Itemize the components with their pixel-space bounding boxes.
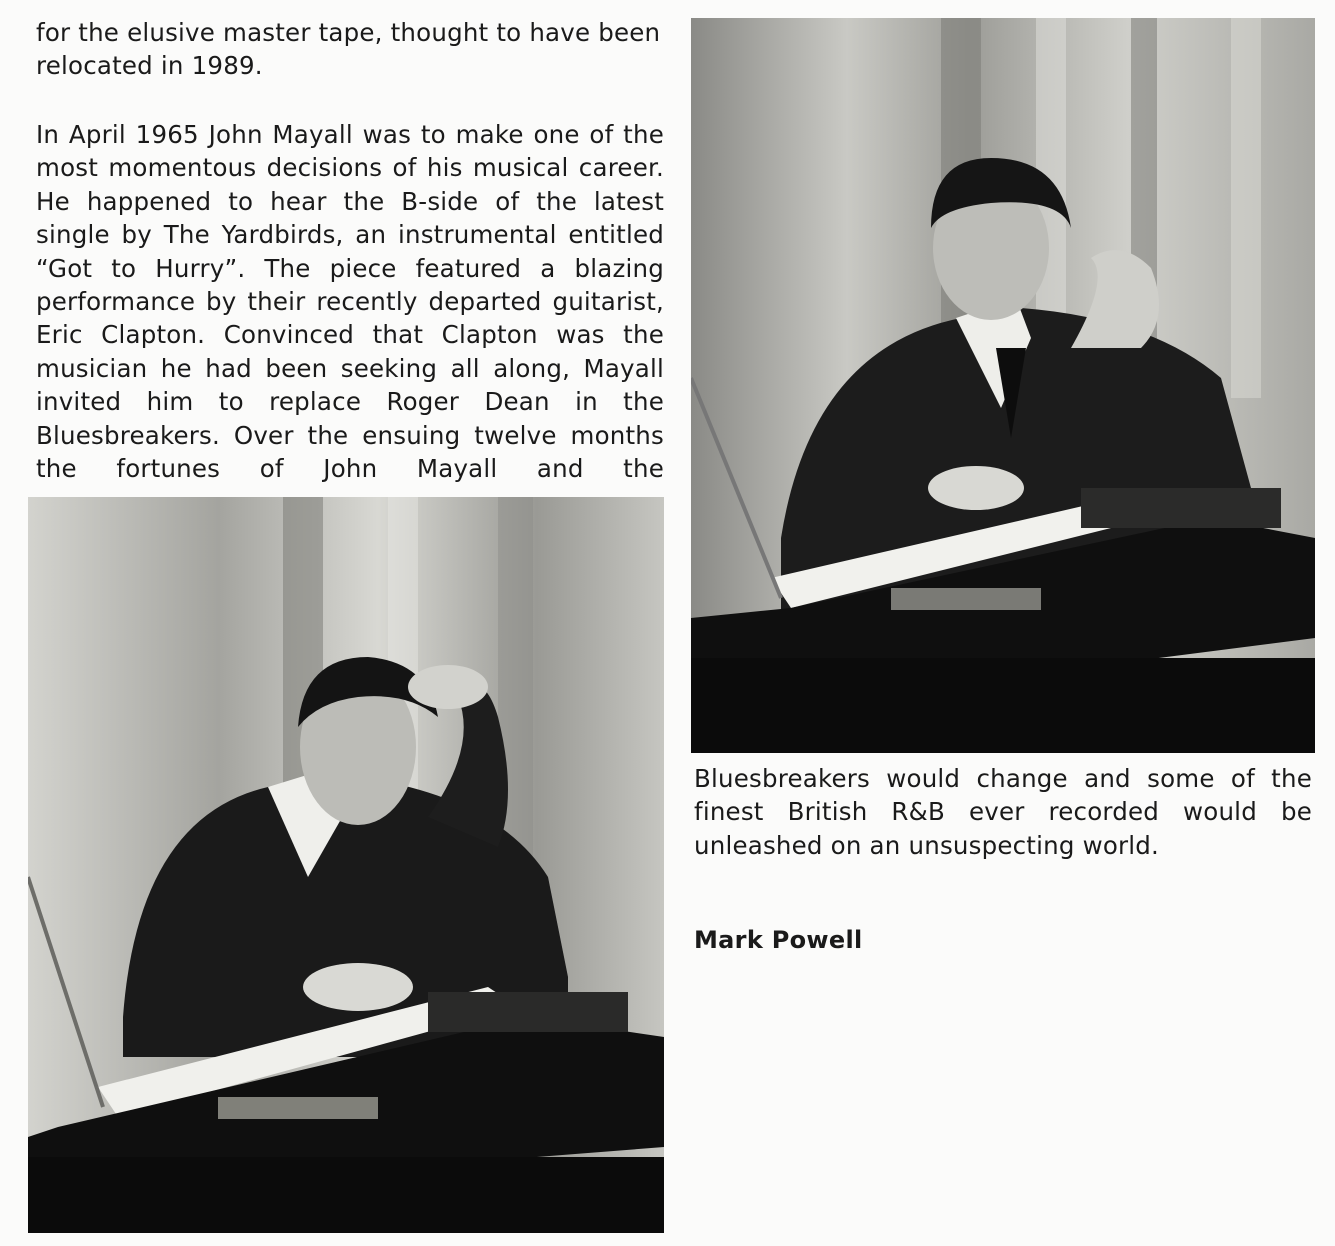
text-line: relocated in 1989. — [36, 51, 263, 81]
body-paragraph — [36, 118, 664, 485]
continuation-paragraph — [694, 762, 1312, 862]
text-line: “Got to Hurry”. The piece featured a blazing — [36, 253, 664, 283]
text-line: the fortunes of John Mayall and the — [36, 454, 664, 484]
text-line: Bluesbreakers. Over the ensuing twelve months — [36, 420, 664, 450]
text-line: invited him to replace Roger Dean in the — [36, 387, 664, 417]
text-line: finest British R&B ever recorded would be — [694, 797, 1312, 827]
photo-right-image — [691, 18, 1315, 753]
text-line: Eric Clapton. Convinced that Clapton was the — [36, 320, 664, 350]
text-line: performance by their recently departed guitarist, — [36, 287, 664, 317]
text-line: single by The Yardbirds, an instrumental entitled — [36, 220, 664, 250]
text-line: musician he had been seeking all along, Mayall — [36, 353, 664, 383]
text-line: for the elusive master tape, thought to have been — [36, 18, 661, 47]
text-line: unleashed on an unsuspecting world. — [694, 830, 1160, 860]
photo-musician-harmonicas-right — [691, 18, 1315, 753]
text-line: He happened to hear the B-side of the latest — [36, 186, 664, 216]
text-line: Bluesbreakers would change and some of the — [694, 764, 1312, 793]
text-line: In April 1965 John Mayall was to make one of the — [36, 120, 664, 149]
photo-musician-harmonicas-left — [28, 497, 664, 1233]
intro-paragraph — [36, 16, 666, 83]
photo-left-image — [28, 497, 664, 1233]
text-line: most momentous decisions of his musical career. — [36, 153, 664, 183]
author-byline: Mark Powell — [694, 926, 863, 954]
